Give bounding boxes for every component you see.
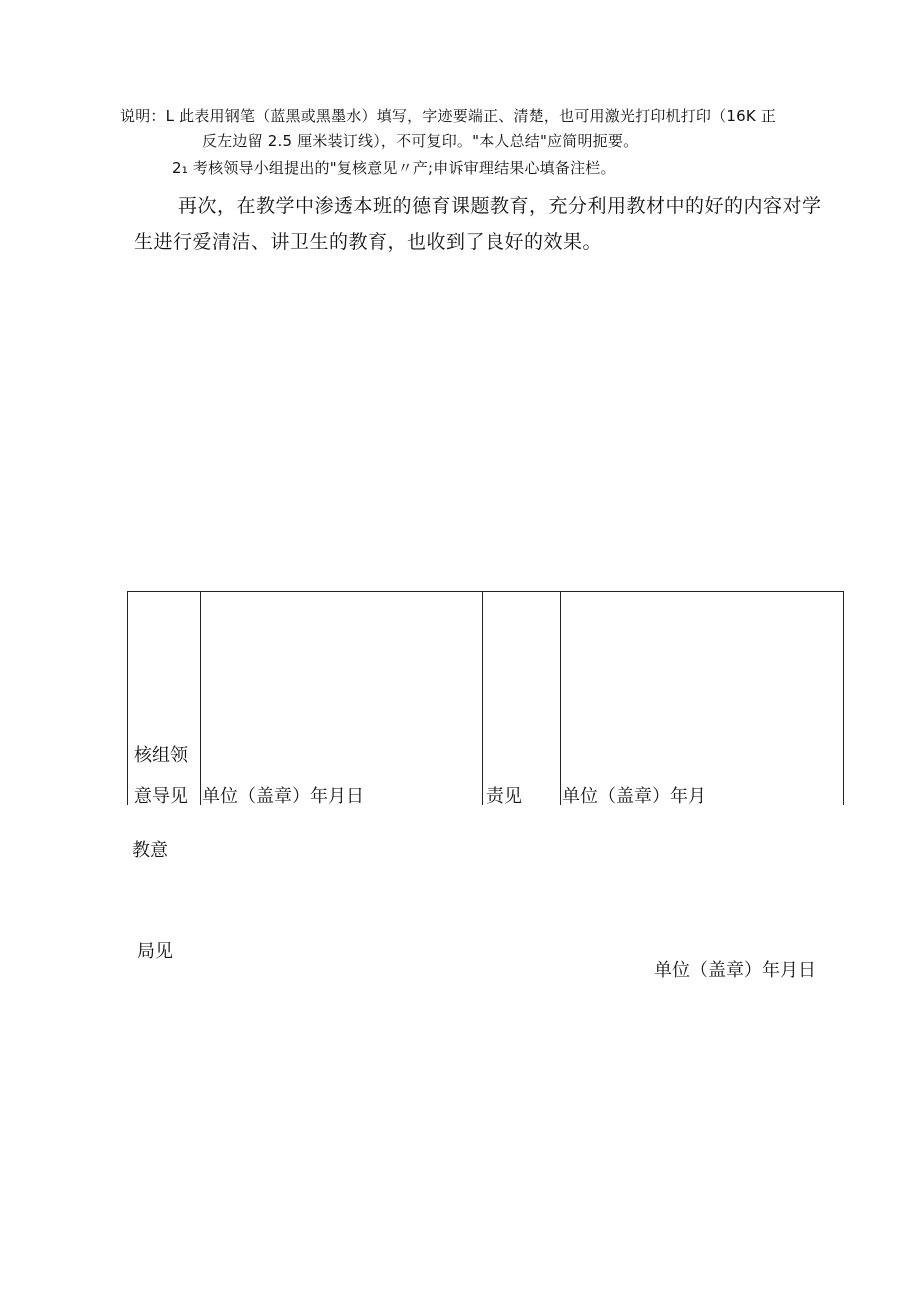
instruction-line-1: 说明：L 此表用钢笔（蓝黑或黑墨水）填写，字迹要端正、清楚，也可用激光打印机打印（16K 正 bbox=[120, 107, 777, 125]
education-bureau-sign-text: 单位（盖章）年月日 bbox=[654, 960, 816, 981]
leader-group-label-line-1: 核组领 bbox=[134, 745, 188, 766]
leader-group-label-line-2: 意导见 bbox=[134, 786, 188, 807]
table-divider-3 bbox=[560, 591, 561, 805]
table-border-right bbox=[843, 591, 844, 805]
education-bureau-label-line-1: 教意 bbox=[132, 840, 168, 861]
education-bureau-label-line-2: 局见 bbox=[137, 941, 173, 962]
leader-group-sign-text: 单位（盖章）年月日 bbox=[202, 786, 364, 807]
table-divider-2 bbox=[482, 591, 483, 805]
table-divider-1 bbox=[200, 591, 201, 805]
table-border-left bbox=[127, 591, 128, 805]
instruction-line-3: 2₁ 考核领导小组提出的"复核意见〃产;申诉审理结果心填备注栏。 bbox=[172, 159, 616, 177]
paragraph-line-1: 再次，在教学中渗透本班的德育课题教育，充分利用教材中的好的内容对学 bbox=[178, 195, 822, 217]
instruction-line-2: 反左边留 2.5 厘米装订线），不可复印。"本人总结"应简明扼要。 bbox=[202, 132, 639, 150]
responsible-sign-text: 单位（盖章）年月 bbox=[562, 786, 706, 807]
responsible-label: 责见 bbox=[486, 786, 522, 807]
paragraph-line-2: 生进行爱清洁、讲卫生的教育，也收到了良好的效果。 bbox=[134, 231, 603, 253]
table-top-border bbox=[127, 591, 844, 592]
